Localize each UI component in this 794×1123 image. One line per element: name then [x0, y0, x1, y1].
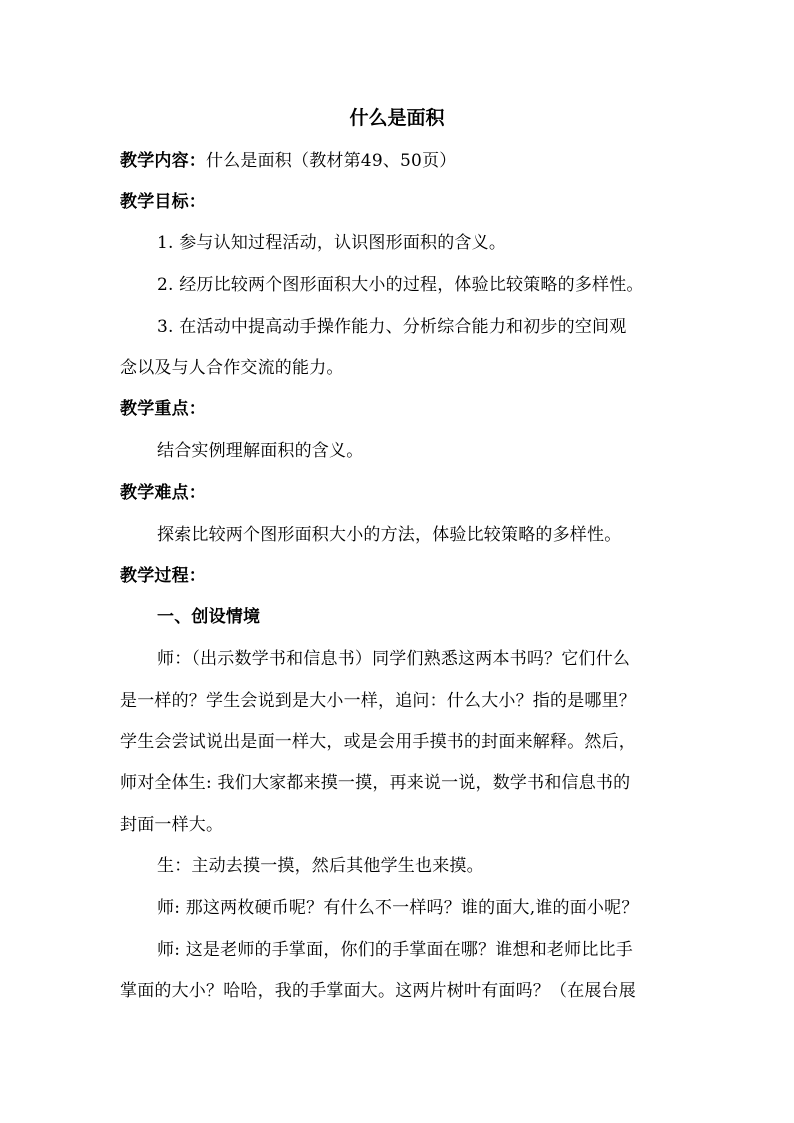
teaching-goals-heading: 教学目标： — [120, 192, 206, 212]
goal-item-3: 3. 在活动中提高动手操作能力、分析综合能力和初步的空间观 — [157, 317, 627, 337]
teaching-content-label: 教学内容： — [120, 151, 206, 171]
paragraph-line: 师：（出示数学书和信息书）同学们熟悉这两本书吗？它们什么 — [157, 649, 631, 669]
paragraph-line: 是一样的？学生会说到是大小一样，追问：什么大小？指的是哪里？ — [120, 691, 636, 711]
section-one-heading: 一、创设情境 — [157, 607, 261, 627]
paragraph-line: 生：主动去摸一摸，然后其他学生也来摸。 — [157, 856, 484, 876]
paragraph-line: 学生会尝试说出是面一样大，或是会用手摸书的封面来解释。然后， — [120, 732, 636, 752]
teaching-process-heading: 教学过程： — [120, 566, 206, 586]
paragraph-line: 掌面的大小？哈哈，我的手掌面大。这两片树叶有面吗？（在展台展 — [120, 981, 636, 1001]
goal-item-3-continued: 念以及与人合作交流的能力。 — [120, 358, 344, 378]
key-point-text: 结合实例理解面积的含义。 — [157, 441, 364, 461]
document-title: 什么是面积 — [349, 107, 445, 129]
paragraph-line: 封面一样大。 — [120, 815, 224, 835]
difficult-point-text: 探索比较两个图形面积大小的方法，体验比较策略的多样性。 — [157, 525, 622, 545]
paragraph-line: 师对全体生: 我们大家都来摸一摸，再来说一说，数学书和信息书的 — [120, 773, 631, 793]
key-point-heading: 教学重点： — [120, 399, 206, 419]
teaching-content-text: 什么是面积（教材第49、50页） — [206, 151, 457, 171]
difficult-point-heading: 教学难点： — [120, 483, 206, 503]
paragraph-line: 师: 这是老师的手掌面，你们的手掌面在哪？谁想和老师比比手 — [157, 940, 633, 960]
paragraph-line: 师: 那这两枚硬币呢？有什么不一样吗？谁的面大,谁的面小呢？ — [157, 898, 639, 918]
goal-item-2: 2. 经历比较两个图形面积大小的过程，体验比较策略的多样性。 — [157, 275, 644, 295]
teaching-content-line — [120, 146, 456, 176]
goal-item-1: 1. 参与认知过程活动，认识图形面积的含义。 — [157, 233, 507, 253]
